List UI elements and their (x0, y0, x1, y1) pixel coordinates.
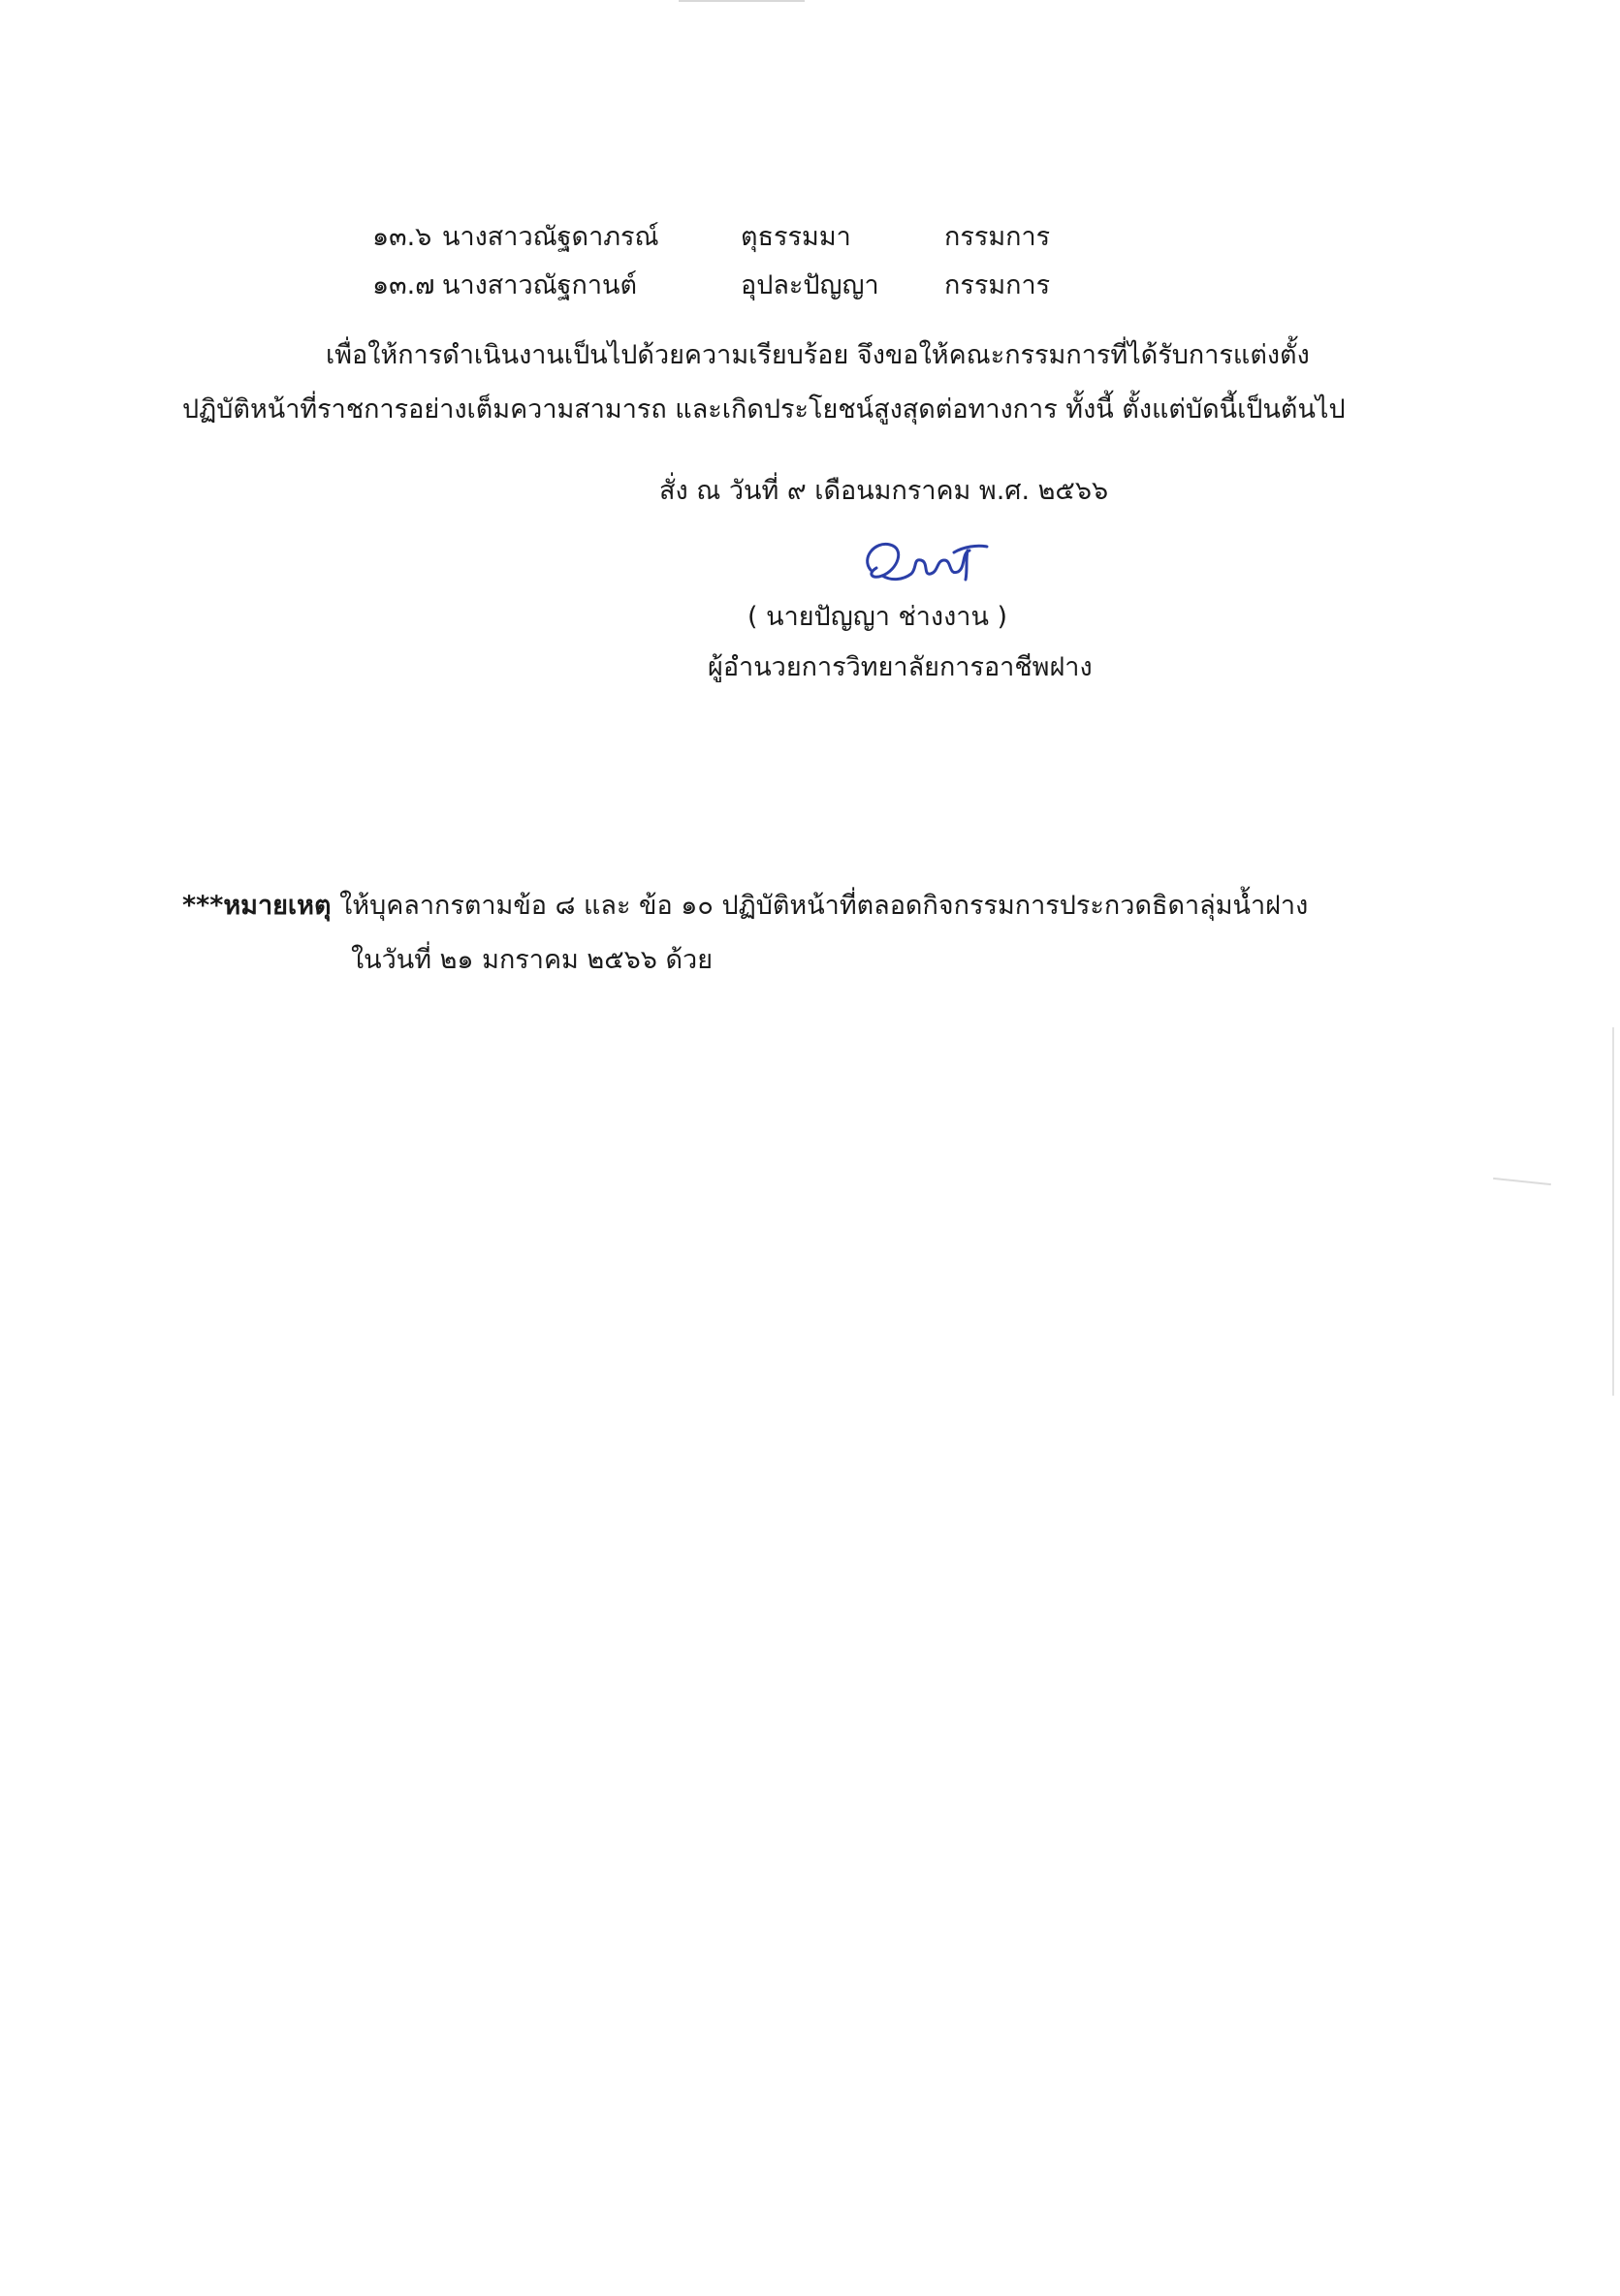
note-label: ***หมายเหตุ (182, 891, 332, 921)
committee-number: ๑๓.๗ (372, 270, 435, 300)
committee-role: กรรมการ (944, 222, 1051, 252)
body-paragraph-line-1: เพื่อให้การดำเนินงานเป็นไปด้วยความเรียบร้อย จึงขอให้คณะกรรมการที่ได้รับการแต่งตั้ง (326, 340, 1310, 370)
scan-mark (1493, 1178, 1551, 1185)
note-line-1 (182, 890, 1308, 923)
note-text-line-1: ให้บุคลากรตามข้อ ๘ และ ข้อ ๑๐ ปฏิบัติหน้าที่ตลอดกิจกรรมการประกวดธิดาลุ่มน้ำฝาง (339, 891, 1309, 921)
signer-title: ผู้อำนวยการวิทยาลัยการอาชีพฝาง (708, 652, 1093, 682)
signer-name: ( นายปัญญา ช่างงาน ) (747, 602, 1008, 632)
order-date: สั่ง ณ วันที่ ๙ เดือนมกราคม พ.ศ. ๒๕๖๖ (659, 476, 1109, 506)
committee-name: นางสาวณัฐดาภรณ์ (442, 222, 659, 252)
committee-surname: ตุธรรมมา (741, 222, 851, 252)
scan-edge-right (1612, 1027, 1614, 1396)
note-line-2: ในวันที่ ๒๑ มกราคม ๒๕๖๖ ด้วย (351, 945, 714, 975)
body-paragraph-line-2: ปฏิบัติหน้าที่ราชการอย่างเต็มความสามารถ และเกิดประโยชน์สูงสุดต่อทางการ ทั้งนี้ ตั้งแต่บัดนี้เป็นต้นไป (182, 394, 1346, 425)
committee-surname: อุปละปัญญา (741, 270, 879, 300)
committee-number: ๑๓.๖ (372, 222, 432, 252)
signature-image (853, 531, 999, 599)
scan-edge-top (679, 0, 805, 2)
committee-role: กรรมการ (944, 270, 1051, 300)
committee-name: นางสาวณัฐกานต์ (442, 270, 638, 300)
